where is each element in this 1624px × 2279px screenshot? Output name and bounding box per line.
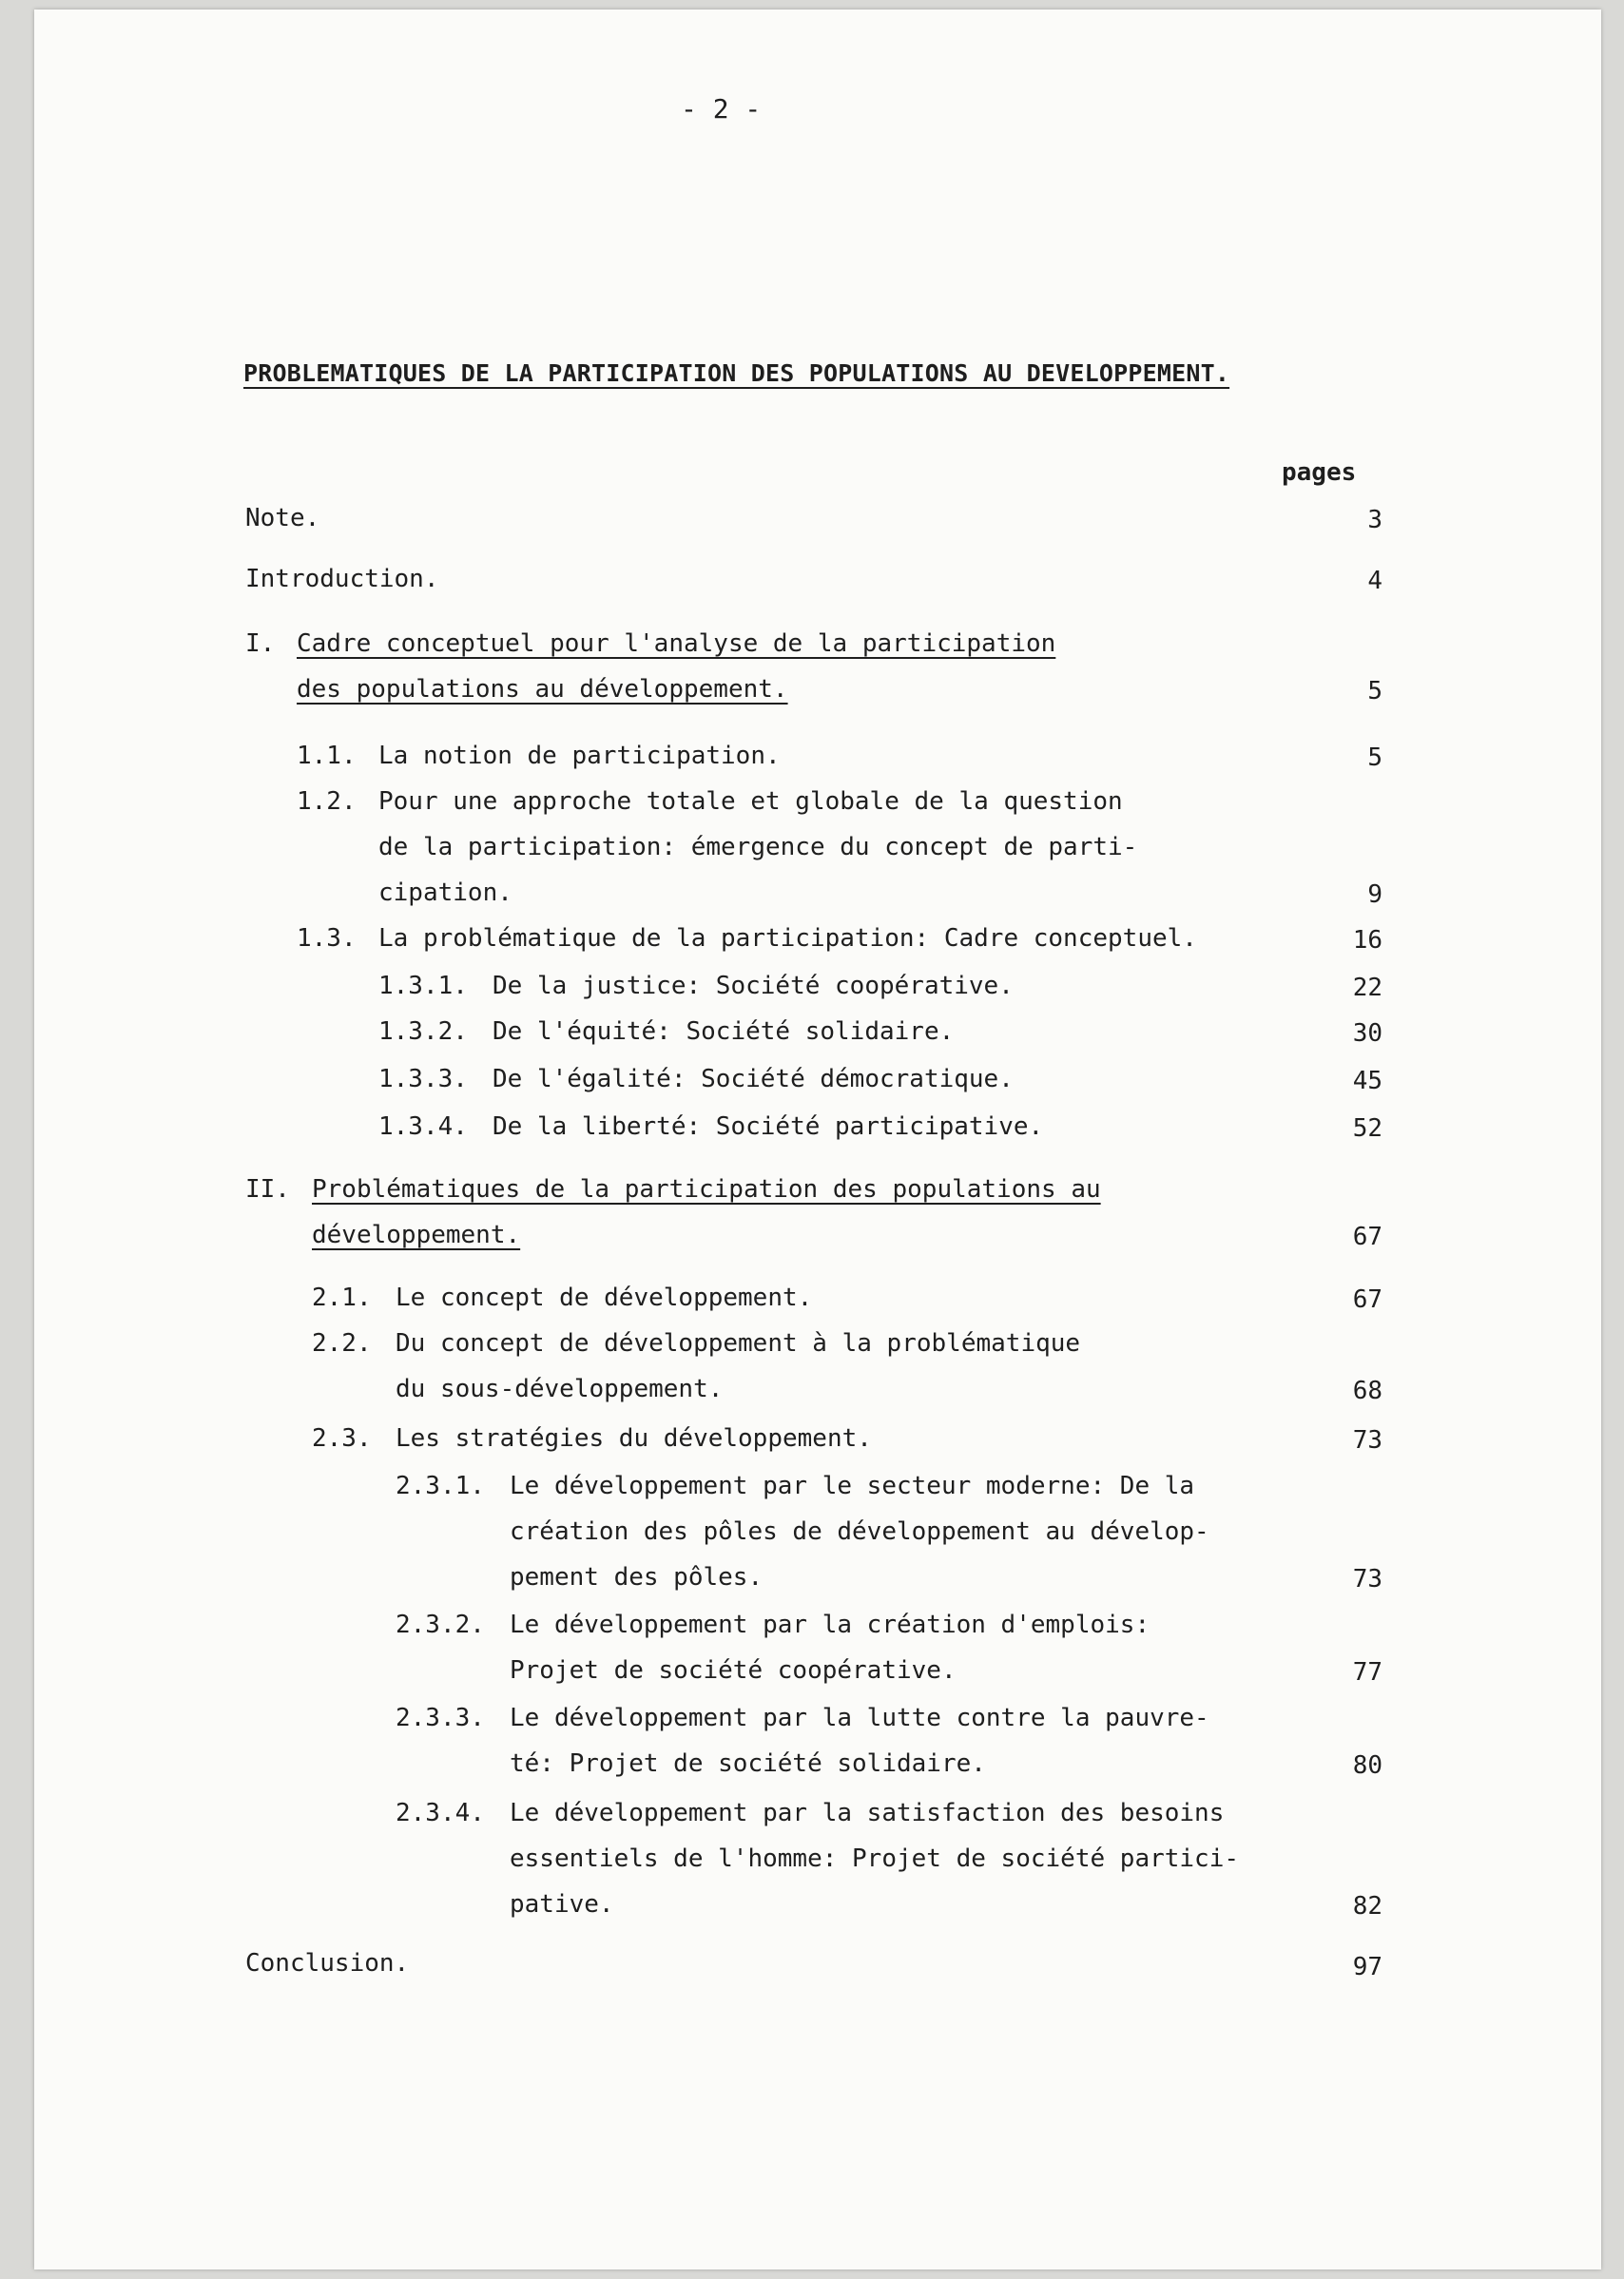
toc-label-1-3: La problématique de la participation: Cadre conceptuel. [378, 924, 1197, 953]
page-number: - 2 - [681, 93, 762, 125]
toc-num-1-3-2: 1.3.2. [378, 1017, 468, 1046]
toc-label-II-line2: développement. [312, 1221, 521, 1249]
toc-page-2-3: 73 [1352, 1426, 1382, 1455]
toc-page-introduction: 4 [1367, 567, 1382, 595]
toc-label-2-3-2-line2: Projet de société coopérative. [510, 1656, 957, 1685]
toc-page-1-1: 5 [1367, 744, 1382, 772]
toc-num-2-3-4: 2.3.4. [396, 1799, 485, 1827]
toc-label-2-3-1-line3: pement des pôles. [510, 1563, 764, 1592]
toc-label-conclusion: Conclusion. [245, 1949, 410, 1978]
toc-label-I-line2: des populations au développement. [297, 675, 788, 704]
toc-num-II: II. [245, 1175, 290, 1204]
toc-label-2-3-4-line2: essentiels de l'homme: Projet de société partici- [510, 1844, 1240, 1873]
toc-page-II: 67 [1352, 1223, 1382, 1251]
toc-label-2-2-line1: Du concept de développement à la problématique [396, 1329, 1081, 1358]
toc-label-introduction: Introduction. [245, 565, 439, 593]
toc-label-2-3-1-line1: Le développement par le secteur moderne: De la [510, 1472, 1195, 1500]
toc-label-I-line1: Cadre conceptuel pour l'analyse de la participation [297, 629, 1056, 658]
toc-num-2-3-3: 2.3.3. [396, 1704, 485, 1732]
toc-label-1-3-3: De l'égalité: Société démocratique. [493, 1065, 1014, 1093]
toc-num-1-1: 1.1. [297, 742, 357, 770]
toc-page-1-2: 9 [1367, 880, 1382, 909]
toc-label-1-2-line1: Pour une approche totale et globale de la question [378, 787, 1123, 816]
document-title: PROBLEMATIQUES DE LA PARTICIPATION DES POPULATIONS AU DEVELOPPEMENT. [243, 359, 1230, 387]
toc-num-2-3: 2.3. [312, 1424, 372, 1453]
toc-label-2-3-4-line1: Le développement par la satisfaction des besoins [510, 1799, 1225, 1827]
toc-num-2-1: 2.1. [312, 1284, 372, 1312]
toc-page-2-3-1: 73 [1352, 1565, 1382, 1593]
toc-label-2-2-line2: du sous-développement. [396, 1375, 724, 1403]
toc-page-2-2: 68 [1352, 1377, 1382, 1405]
toc-page-1-3: 16 [1352, 926, 1382, 955]
toc-label-2-3-3-line1: Le développement par la lutte contre la pauvre- [510, 1704, 1209, 1732]
toc-label-2-3-4-line3: pative. [510, 1890, 614, 1919]
toc-label-2-3: Les stratégies du développement. [396, 1424, 872, 1453]
toc-num-I: I. [245, 629, 276, 658]
toc-page-2-3-2: 77 [1352, 1658, 1382, 1687]
toc-page-1-3-4: 52 [1352, 1114, 1382, 1143]
toc-label-1-3-4: De la liberté: Société participative. [493, 1112, 1044, 1141]
toc-label-II-line1: Problématiques de la participation des populations au [312, 1175, 1101, 1204]
toc-page-I: 5 [1367, 677, 1382, 705]
toc-num-2-2: 2.2. [312, 1329, 372, 1358]
toc-page-conclusion: 97 [1352, 1953, 1382, 1981]
toc-label-2-3-2-line1: Le développement par la création d'emplois: [510, 1611, 1150, 1639]
toc-page-2-3-3: 80 [1352, 1751, 1382, 1780]
toc-num-1-3-3: 1.3.3. [378, 1065, 468, 1093]
toc-label-1-2-line3: cipation. [378, 879, 512, 907]
toc-label-1-3-2: De l'équité: Société solidaire. [493, 1017, 955, 1046]
toc-page-1-3-1: 22 [1352, 974, 1382, 1002]
toc-num-1-2: 1.2. [297, 787, 357, 816]
toc-label-1-2-line2: de la participation: émergence du concept de parti- [378, 833, 1138, 861]
toc-label-2-1: Le concept de développement. [396, 1284, 813, 1312]
toc-label-1-3-1: De la justice: Société coopérative. [493, 972, 1014, 1000]
toc-page-note: 3 [1367, 506, 1382, 534]
toc-num-1-3-4: 1.3.4. [378, 1112, 468, 1141]
pages-column-header: pages [1282, 458, 1357, 487]
toc-num-2-3-2: 2.3.2. [396, 1611, 485, 1639]
toc-label-2-3-3-line2: té: Projet de société solidaire. [510, 1749, 986, 1778]
toc-page-2-1: 67 [1352, 1285, 1382, 1314]
toc-label-note: Note. [245, 504, 320, 532]
toc-page-2-3-4: 82 [1352, 1892, 1382, 1921]
toc-label-2-3-1-line2: création des pôles de développement au dévelop- [510, 1517, 1209, 1546]
document-page [34, 10, 1601, 2269]
toc-page-1-3-3: 45 [1352, 1067, 1382, 1095]
toc-page-1-3-2: 30 [1352, 1019, 1382, 1048]
toc-num-1-3-1: 1.3.1. [378, 972, 468, 1000]
toc-num-1-3: 1.3. [297, 924, 357, 953]
toc-label-1-1: La notion de participation. [378, 742, 781, 770]
toc-num-2-3-1: 2.3.1. [396, 1472, 485, 1500]
